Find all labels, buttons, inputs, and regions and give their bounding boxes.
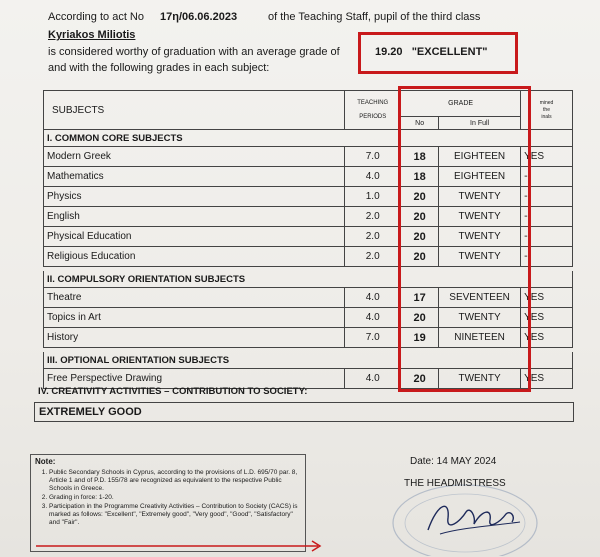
exam-cell: YES <box>521 328 573 348</box>
section-title: II. COMPULSORY ORIENTATION SUBJECTS <box>44 271 573 288</box>
grade-full-cell: SEVENTEEN <box>439 288 521 308</box>
exam-cell: -- <box>521 167 573 187</box>
grade-full-cell: TWENTY <box>439 227 521 247</box>
headmistress-title: THE HEADMISTRESS <box>404 478 506 489</box>
periods-cell: 2.0 <box>345 227 401 247</box>
periods-header-line2: PERIODS <box>359 113 387 120</box>
grade-full-cell: EIGHTEEN <box>439 147 521 167</box>
header-line-1 <box>48 11 144 23</box>
subject-cell: Theatre <box>44 288 345 308</box>
grade-number-cell: 20 <box>401 369 439 389</box>
grade-number-cell: 20 <box>401 247 439 267</box>
periods-cell: 2.0 <box>345 207 401 227</box>
periods-cell: 7.0 <box>345 147 401 167</box>
average-highlight-box <box>358 32 518 74</box>
exam-cell: YES <box>521 288 573 308</box>
subject-cell: Physical Education <box>44 227 345 247</box>
subject-cell: Free Perspective Drawing <box>44 369 345 389</box>
no-header: No <box>401 117 439 130</box>
section-title: III. OPTIONAL ORIENTATION SUBJECTS <box>44 352 573 369</box>
grade-full-cell: EIGHTEEN <box>439 167 521 187</box>
grade-full-cell: TWENTY <box>439 369 521 389</box>
grade-number-cell: 20 <box>401 227 439 247</box>
subject-cell: Mathematics <box>44 167 345 187</box>
periods-cell: 4.0 <box>345 308 401 328</box>
creativity-label: IV. CREATIVITY ACTIVITIES – CONTRIBUTION TO SOCIETY: <box>38 386 308 397</box>
periods-cell: 7.0 <box>345 328 401 348</box>
exam-cell: -- <box>521 187 573 207</box>
grade-full-cell: TWENTY <box>439 308 521 328</box>
act-number: 17η/06.06.2023 <box>160 11 238 23</box>
exam-cell: YES <box>521 369 573 389</box>
subject-cell: Religious Education <box>44 247 345 267</box>
creativity-value: EXTREMELY GOOD <box>34 402 574 422</box>
in-full-header: In Full <box>439 117 521 130</box>
periods-cell: 1.0 <box>345 187 401 207</box>
grade-number-cell: 17 <box>401 288 439 308</box>
act-prefix: According to act No <box>48 11 144 23</box>
subject-cell: Modern Greek <box>44 147 345 167</box>
exam-cell: YES <box>521 147 573 167</box>
grade-number-cell: 20 <box>401 187 439 207</box>
header-line-3: and with the following grades in each subject: <box>48 62 270 74</box>
periods-cell: 2.0 <box>345 247 401 267</box>
grade-full-cell: NINETEEN <box>439 328 521 348</box>
average-value: 19.20 <box>375 46 403 58</box>
subjects-header: SUBJECTS <box>44 91 345 130</box>
grade-number-cell: 18 <box>401 147 439 167</box>
exam-cell: YES <box>521 308 573 328</box>
signature-date: Date: 14 MAY 2024 <box>410 456 497 467</box>
signature-icon <box>420 492 530 542</box>
section-title: I. COMMON CORE SUBJECTS <box>44 130 573 147</box>
average-word: "EXCELLENT" <box>411 46 488 58</box>
periods-cell: 4.0 <box>345 167 401 187</box>
grade-number-cell: 19 <box>401 328 439 348</box>
grade-full-cell: TWENTY <box>439 187 521 207</box>
note-item-3: 3. Participation in the Programme Creativity Activities – Contribution to Society (CACS) is marked as follows: "Excellent", "Extremely good", "Very good", "Good", "Satisfactory" and "Fair". <box>49 503 301 527</box>
exam-cell: -- <box>521 227 573 247</box>
subject-cell: Physics <box>44 187 345 207</box>
header-line-2: is considered worthy of graduation with an average grade of <box>48 46 340 58</box>
note-title: Note: <box>35 457 56 466</box>
student-name: Kyriakos Miliotis <box>48 29 136 41</box>
grade-full-cell: TWENTY <box>439 247 521 267</box>
exam-cell: -- <box>521 207 573 227</box>
note-item-1: 1. Public Secondary Schools in Cyprus, according to the provisions of L.D. 695/70 par. 8, Article 1 and of P.D. 155/78 are recognized as equivalent to the respective Public Schools in Greece. <box>49 469 301 493</box>
grade-header: GRADE <box>401 91 521 117</box>
exam-header-l3: inals <box>541 113 552 120</box>
subject-cell: History <box>44 328 345 348</box>
exam-cell: -- <box>521 247 573 267</box>
subject-cell: English <box>44 207 345 227</box>
exam-header-l2: the <box>543 106 550 113</box>
periods-header-line1: TEACHING <box>357 99 389 106</box>
grade-number-cell: 20 <box>401 308 439 328</box>
grade-full-cell: TWENTY <box>439 207 521 227</box>
note-item-2: 2. Grading in force: 1-20. <box>49 494 301 502</box>
note-list <box>35 469 301 527</box>
grade-number-cell: 20 <box>401 207 439 227</box>
periods-cell: 4.0 <box>345 369 401 389</box>
periods-cell: 4.0 <box>345 288 401 308</box>
red-arrow-icon <box>36 540 328 552</box>
grades-highlight-box <box>398 86 531 392</box>
act-suffix: of the Teaching Staff, pupil of the third class <box>268 11 481 23</box>
exam-header-l1: mined <box>539 99 554 106</box>
grade-number-cell: 18 <box>401 167 439 187</box>
periods-header <box>345 91 401 130</box>
note-box <box>30 454 306 552</box>
subject-cell: Topics in Art <box>44 308 345 328</box>
